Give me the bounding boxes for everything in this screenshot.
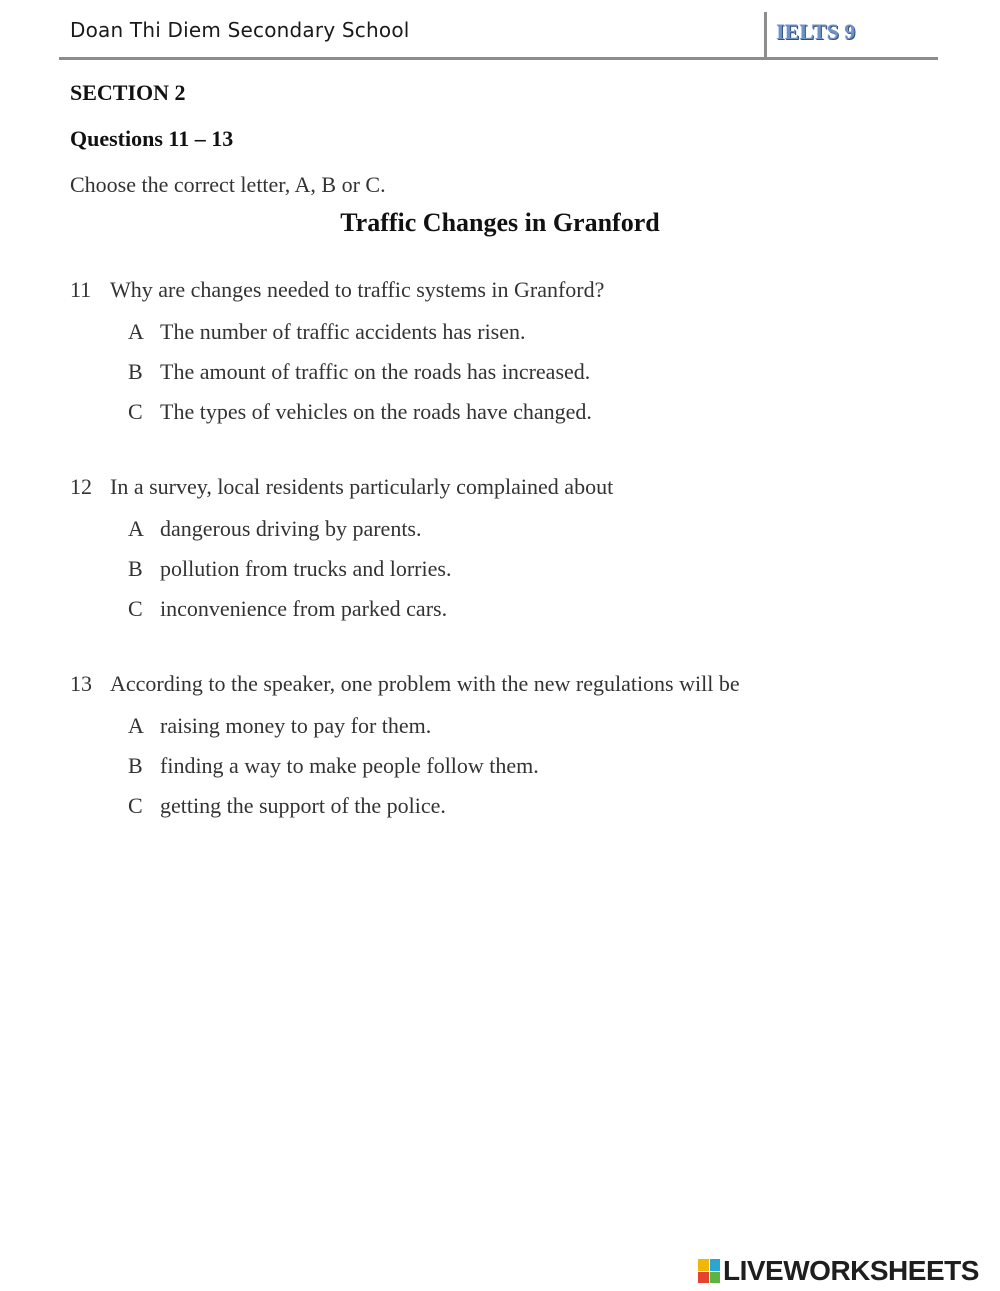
section-heading: SECTION 2 <box>70 80 186 105</box>
option-b[interactable] <box>128 360 604 383</box>
logo-square <box>698 1272 709 1284</box>
option-text: The amount of traffic on the roads has increased. <box>160 359 591 384</box>
question-text: According to the speaker, one problem with the new regulations will be <box>110 671 740 696</box>
option-text: finding a way to make people follow them. <box>160 753 539 778</box>
question-number: 12 <box>70 474 92 499</box>
school-name: Doan Thi Diem Secondary School <box>70 18 410 42</box>
option-c[interactable] <box>128 794 740 817</box>
question-12 <box>70 474 613 620</box>
option-letter: A <box>128 713 144 738</box>
option-letter: A <box>128 516 144 541</box>
liveworksheets-logo-icon <box>698 1259 720 1283</box>
question-text: Why are changes needed to traffic systems in Granford? <box>110 277 605 302</box>
option-text: getting the support of the police. <box>160 793 446 818</box>
option-text: pollution from trucks and lorries. <box>160 556 452 581</box>
question-number: 11 <box>70 277 92 302</box>
option-text: inconvenience from parked cars. <box>160 596 448 621</box>
header-divider <box>764 12 767 57</box>
option-letter: B <box>128 359 143 384</box>
option-letter: C <box>128 399 143 424</box>
question-13 <box>70 671 740 817</box>
option-c[interactable] <box>128 400 604 423</box>
options-list <box>128 714 740 817</box>
option-text: raising money to pay for them. <box>160 713 432 738</box>
option-text: The number of traffic accidents has risen. <box>160 319 526 344</box>
option-letter: C <box>128 596 143 621</box>
option-a[interactable] <box>128 517 613 540</box>
page-header <box>59 12 938 60</box>
instruction-text: Choose the correct letter, A, B or C. <box>70 172 386 197</box>
question-11 <box>70 277 604 423</box>
ielts-badge: IELTS 9 <box>776 19 856 44</box>
question-text: In a survey, local residents particularly complained about <box>110 474 614 499</box>
option-a[interactable] <box>128 714 740 737</box>
option-a[interactable] <box>128 320 604 343</box>
logo-text: LIVEWORKSHEETS <box>723 1255 979 1286</box>
question-number: 13 <box>70 671 92 696</box>
option-letter: A <box>128 319 144 344</box>
option-letter: C <box>128 793 143 818</box>
page-title: Traffic Changes in Granford <box>340 208 660 237</box>
option-text: The types of vehicles on the roads have changed. <box>160 399 592 424</box>
logo-square <box>710 1272 721 1284</box>
option-letter: B <box>128 556 143 581</box>
logo-square <box>698 1259 709 1271</box>
logo-square <box>710 1259 721 1271</box>
options-list <box>128 320 604 423</box>
options-list <box>128 517 613 620</box>
option-letter: B <box>128 753 143 778</box>
option-c[interactable] <box>128 597 613 620</box>
option-text: dangerous driving by parents. <box>160 516 422 541</box>
option-b[interactable] <box>128 557 613 580</box>
option-b[interactable] <box>128 754 740 777</box>
liveworksheets-logo[interactable] <box>698 1256 979 1286</box>
questions-range: Questions 11 – 13 <box>70 126 234 151</box>
